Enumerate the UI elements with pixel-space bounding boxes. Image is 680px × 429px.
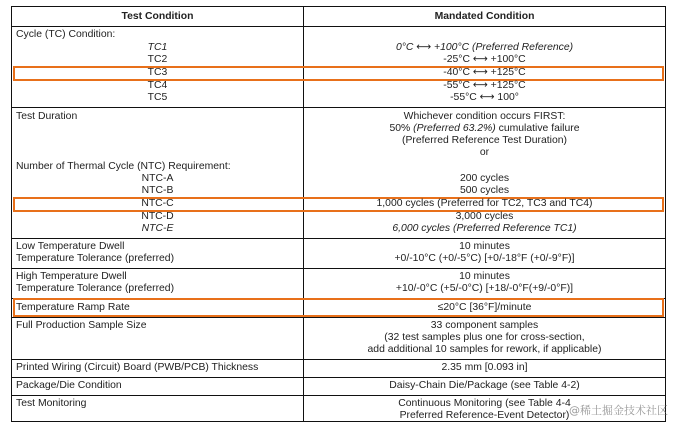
tc-value-2: -25°C ⟷ +100°C	[443, 54, 526, 65]
ntc-name-a: NTC-A	[141, 173, 174, 184]
ntc-value-e: 6,000 cycles (Preferred Reference TC1)	[392, 223, 577, 234]
duration-line-2-italic: (Preferred 63.2%)	[413, 123, 496, 134]
tc-name-4: TC4	[147, 80, 168, 91]
pwb-label: Printed Wiring (Circuit) Board (PWB/PCB) Thickness	[16, 362, 259, 373]
tc-value-1: 0°C ⟷ +100°C (Preferred Reference)	[395, 42, 574, 53]
tc-value-5: -55°C ⟷ 100°	[450, 92, 519, 103]
watermark: @稀土掘金技术社区	[569, 404, 668, 417]
row-divider	[12, 26, 665, 27]
row-divider	[12, 268, 665, 269]
tc-value-3: -40°C ⟷ +125°C	[443, 67, 526, 78]
tc-value-4: -55°C ⟷ +125°C	[443, 80, 526, 91]
ntc-name-c: NTC-C	[141, 198, 174, 209]
high-dwell-label-2: Temperature Tolerance (preferred)	[16, 283, 175, 294]
header-test-condition: Test Condition	[121, 11, 194, 22]
ramp-label: Temperature Ramp Rate	[16, 302, 130, 313]
row-divider	[12, 317, 665, 318]
package-value: Daisy-Chain Die/Package (see Table 4-2)	[389, 380, 580, 391]
sample-value-2: (32 test samples plus one for cross-section,	[384, 332, 585, 343]
duration-label: Test Duration	[16, 111, 78, 122]
monitoring-value-2: Preferred Reference-Event Detector)	[399, 410, 570, 421]
row-divider	[12, 395, 665, 396]
high-dwell-label-1: High Temperature Dwell	[16, 271, 127, 282]
tc-label: Cycle (TC) Condition:	[16, 29, 116, 40]
ntc-name-d: NTC-D	[141, 211, 174, 222]
low-dwell-value-1: 10 minutes	[459, 241, 510, 252]
low-dwell-label-1: Low Temperature Dwell	[16, 241, 125, 252]
ntc-value-d: 3,000 cycles	[455, 211, 514, 222]
sample-value-1: 33 component samples	[430, 320, 539, 331]
duration-line-2-pre: 50%	[389, 123, 414, 134]
ntc-value-a: 200 cycles	[459, 173, 510, 184]
high-dwell-value-1: 10 minutes	[459, 271, 510, 282]
ramp-value: ≤20°C [36°F]/minute	[437, 302, 532, 313]
ntc-name-e: NTC-E	[141, 223, 174, 234]
tc-name-3: TC3	[147, 67, 168, 78]
row-divider	[12, 359, 665, 360]
high-dwell-value-2: +10/-0°C (+5/-0°C) [+18/-0°F(+9/-0°F)]	[395, 283, 574, 294]
duration-line-1: Whichever condition occurs FIRST:	[403, 111, 566, 122]
duration-line-2-post: cumulative failure	[495, 123, 580, 134]
ntc-label: Number of Thermal Cycle (NTC) Requirement:	[16, 161, 231, 172]
ntc-value-c: 1,000 cycles (Preferred for TC2, TC3 and TC4)	[376, 198, 593, 209]
monitoring-label: Test Monitoring	[16, 398, 87, 409]
duration-line-3: (Preferred Reference Test Duration)	[402, 135, 567, 146]
ntc-value-b: 500 cycles	[459, 185, 510, 196]
row-divider	[12, 238, 665, 239]
tc-name-2: TC2	[147, 54, 168, 65]
row-divider	[12, 377, 665, 378]
package-label: Package/Die Condition	[16, 380, 122, 391]
header-mandated-condition: Mandated Condition	[434, 11, 535, 22]
ntc-name-b: NTC-B	[141, 185, 174, 196]
duration-line-4: or	[479, 147, 490, 158]
tc-name-1: TC1	[147, 42, 168, 53]
tc-name-5: TC5	[147, 92, 168, 103]
low-dwell-label-2: Temperature Tolerance (preferred)	[16, 253, 175, 264]
monitoring-value-1: Continuous Monitoring (see Table 4-4	[398, 398, 571, 409]
duration-line-2	[304, 123, 665, 135]
pwb-value: 2.35 mm [0.093 in]	[441, 362, 528, 373]
row-divider	[12, 107, 665, 108]
sample-value-3: add additional 10 samples for rework, if applicable)	[367, 344, 602, 355]
sample-label: Full Production Sample Size	[16, 320, 147, 331]
low-dwell-value-2: +0/-10°C (+0/-5°C) [+0/-18°F (+0/-9°F)]	[394, 253, 575, 264]
test-condition-table	[11, 6, 666, 422]
